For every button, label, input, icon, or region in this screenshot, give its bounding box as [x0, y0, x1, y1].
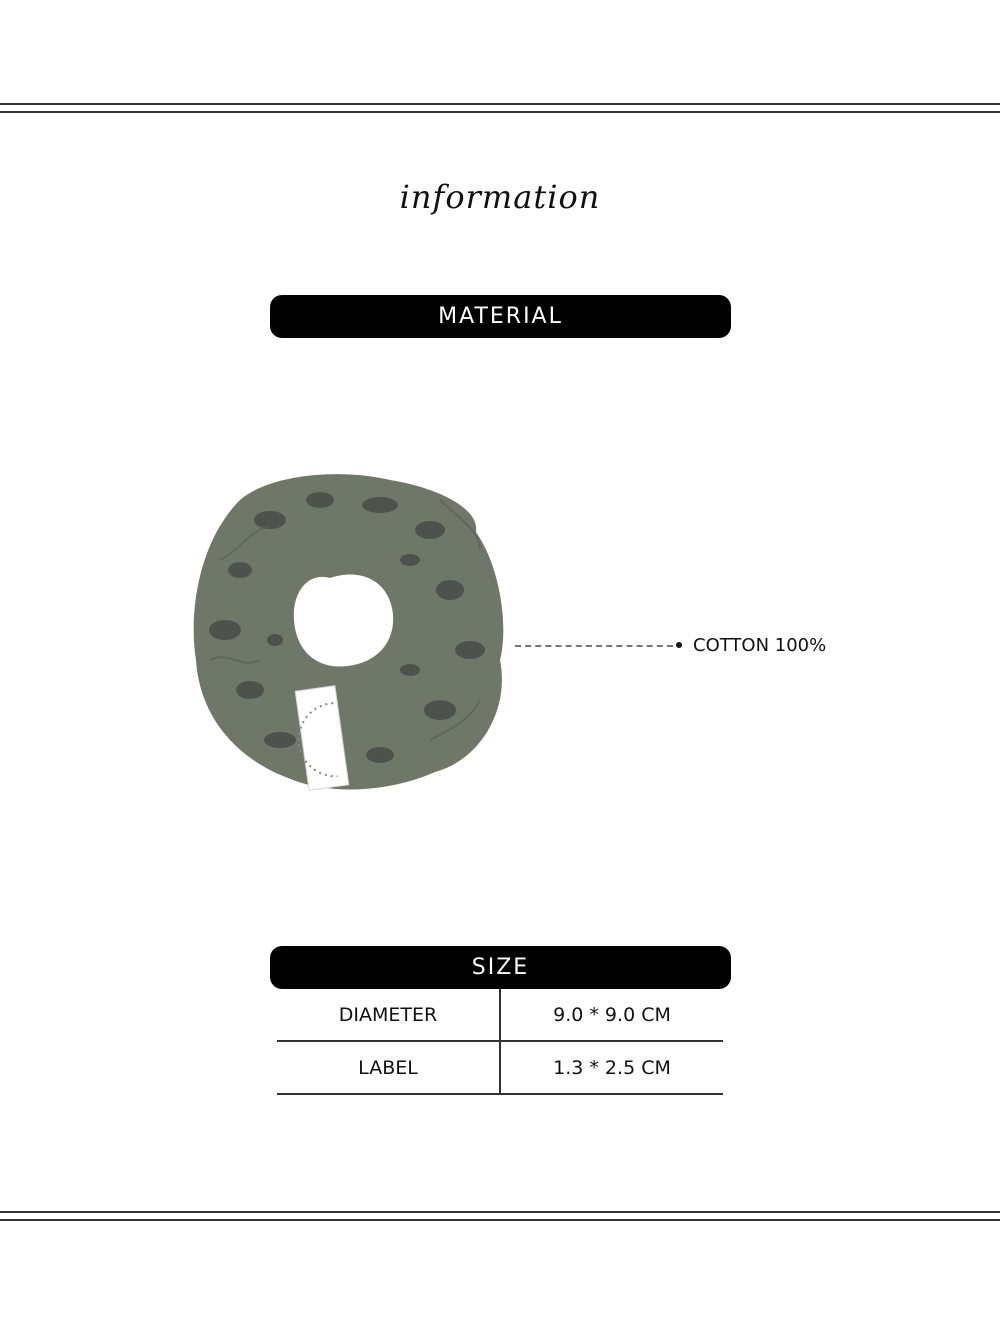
size-table — [277, 989, 723, 1095]
table-row — [277, 1041, 723, 1094]
table-row — [277, 989, 723, 1041]
material-callout — [515, 635, 845, 659]
size-label: DIAMETER — [277, 989, 500, 1041]
leader-line — [515, 645, 673, 647]
material-heading: MATERIAL — [270, 295, 731, 338]
top-rule-2 — [0, 111, 1000, 113]
bottom-rule-1 — [0, 1211, 1000, 1213]
page-title: information — [399, 178, 601, 216]
size-value: 9.0 * 9.0 CM — [500, 989, 723, 1041]
material-composition: COTTON 100% — [693, 635, 827, 656]
top-rule-1 — [0, 103, 1000, 105]
size-heading: SIZE — [270, 946, 731, 989]
bullet-dot — [676, 642, 682, 648]
bottom-rule-2 — [0, 1219, 1000, 1221]
scrunchie-photo — [180, 460, 520, 810]
size-value: 1.3 * 2.5 CM — [500, 1041, 723, 1094]
size-label: LABEL — [277, 1041, 500, 1094]
